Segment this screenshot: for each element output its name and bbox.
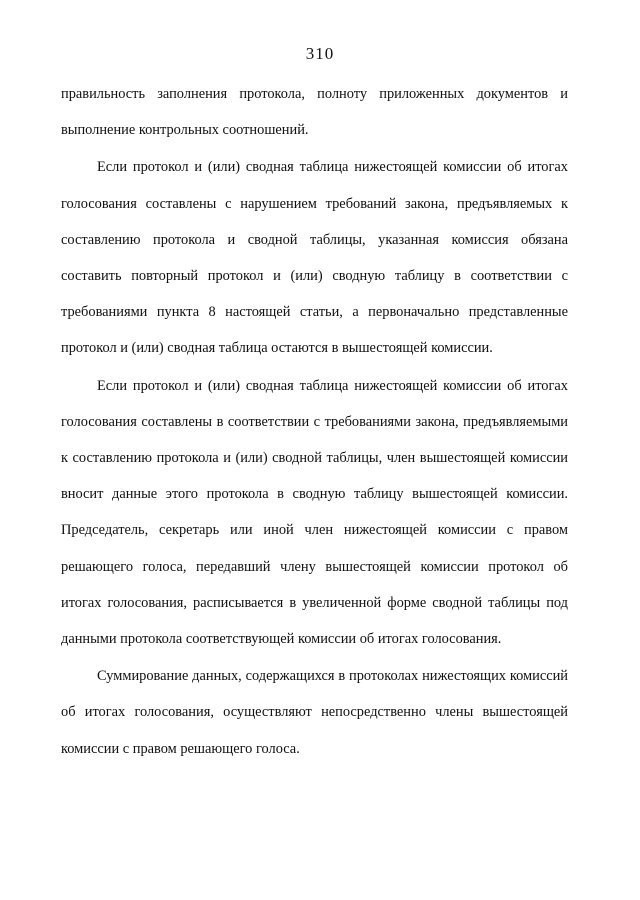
- paragraph-continuation: правильность заполнения протокола, полноту приложенных документов и выполнение контрольных соотношений.: [61, 86, 568, 139]
- paragraph: Если протокол и (или) сводная таблица нижестоящей комиссии об итогах голосования составлены с нарушением требований закона, предъявляемых к составлению протокола и сводной таблицы, указанная комиссия обязана составить повторный протокол и (или) сводную таблицу в соответствии с требованиями пункта 8 настоящей статьи, а первоначально представленные протокол и (или) сводная таблица остаются в вышестоящей комиссии.: [61, 159, 568, 357]
- paragraph: Суммирование данных, содержащихся в протоколах нижестоящих комиссий об итогах голосования, осуществляют непосредственно члены вышестоящей комиссии с правом решающего голоса.: [61, 668, 568, 757]
- page-number: 310: [305, 44, 335, 63]
- paragraph: Если протокол и (или) сводная таблица нижестоящей комиссии об итогах голосования составлены в соответствии с требованиями закона, предъявляемыми к составлению протокола и (или) сводной таблицы, член вышестоящей комиссии вносит данные этого протокола в сводную таблицу вышестоящей комиссии. Председатель, секретарь или иной член нижестоящей комиссии с правом решающего голоса, передавший члену вышестоящей комиссии протокол об итогах голосования, расписывается в увеличенной форме сводной таблицы под данными протокола соответствующей комиссии об итогах голосования.: [61, 377, 568, 648]
- document-body: [61, 76, 568, 767]
